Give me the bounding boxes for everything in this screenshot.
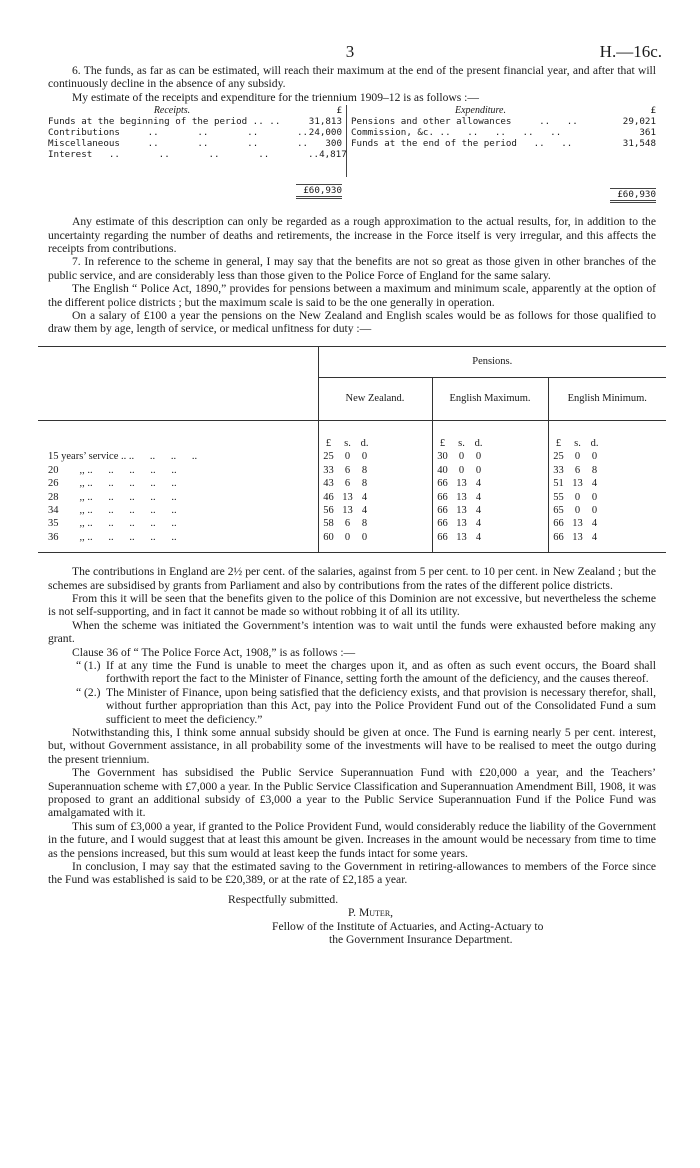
expenditure-row: Funds at the end of the period .. .. 31,548 — [351, 138, 656, 150]
paragraph-contributions: The contributions in England are 2½ per cent. of the salaries, against from 5 per cent. to 10 per cent. in New Zealand ; but the schemes are subsidised by grants from Parliament and also by contributions from the rates of the different police districts. — [48, 565, 656, 592]
paragraph-initiated: When the scheme was initiated the Government’s intention was to wait until the funds were exhausted before making any grant. — [48, 618, 656, 646]
table-row: 35 ,, .. .. .. .. .. 58 6 8 66 13 4 66 13 4 — [38, 517, 666, 530]
paragraph-conclusion: In conclusion, I may say that the estimated saving to the Government in retiring-allowances to members of the Force since the Fund was established is said to be £20,389, or at the rate of £2,185 a year. — [48, 860, 656, 887]
column-header-english-minimum: English Minimum. — [548, 377, 666, 420]
row-label: 28 ,, — [48, 491, 85, 503]
row-label: 34 ,, — [48, 504, 85, 516]
paragraph-7: 7. In reference to the scheme in general, I may say that the benefits are not so great as those given in other branches of the public service, and are considerably less than those given to the Police Force of England for the same salary. — [48, 255, 656, 282]
table-row: 26 ,, .. .. .. .. .. 43 6 8 66 13 4 51 13 4 — [38, 477, 666, 490]
signatory-department: the Government Insurance Department. — [329, 933, 513, 947]
signatory-name: P. Muter, — [348, 906, 394, 920]
paragraph-police-act: The English “ Police Act, 1890,” provides for pensions between a maximum and minimum scale, apparently at the option of the different police districts ; but the maximum scale is said to be the one generally in operation. — [48, 282, 656, 309]
receipts-expenditure-table — [48, 105, 656, 203]
row-label: 15 years’ service .. — [48, 451, 127, 463]
paragraph-3000: This sum of £3,000 a year, if granted to the Police Provident Fund, would considerably reduce the liability of the Government in the future, and I would suggest that at least this amount be given. Increases in the amount would be necessary from time to time as the pensions increased, but this sum would at least keep the funds intact for some years. — [48, 819, 656, 860]
expenditure-heading: Expenditure. — [454, 105, 506, 117]
paragraph-government-subsidy: The Government has subsidised the Public Service Superannuation Fund with £20,000 a year, and the Teachers’ Superannuation scheme with £7,000 a year. In the Public Service Classification and Superannuation Amendment Bill, 1908, it was proposed to grant an additional subsidy of £3,000 a year to the Public Service Superannuation Fund if the Police Fund was amalgamated with it. — [48, 766, 656, 820]
clause-2: “ (2.) The Minister of Finance, upon being satisfied that the deficiency exists, and that provision is necessary therefor, shall, without further appropriation than this Act, pay into the Police Provident Fund out of the Consolidated Fund a sum sufficient to meet the deficiency.” — [76, 685, 656, 726]
document-body — [48, 64, 656, 947]
table-row: 36 ,, .. .. .. .. .. 60 0 0 66 13 4 66 13 4 — [38, 531, 666, 552]
table-row: 15 years’ service .. .. .. .. .. 25 0 0 30 0 0 25 0 0 — [38, 450, 666, 463]
expenditure-row: Commission, &c. .. .. .. .. .. 361 — [351, 127, 656, 139]
receipts-row: Miscellaneous .. .. .. .. 300 — [48, 138, 342, 150]
pensions-group-header: Pensions. — [318, 346, 666, 377]
paragraph-salary: On a salary of £100 a year the pensions on the New Zealand and English scales would be as follows for those qualified to draw them by age, length of service, or medical unfitness for duty :— — [48, 309, 656, 336]
paragraph-clause-36: Clause 36 of “ The Police Force Act, 1908,” is as follows :— — [72, 645, 356, 659]
receipts-row: Funds at the beginning of the period .. .. 31,813 — [48, 116, 342, 128]
receipts-row: Contributions .. .. .. .. 24,000 — [48, 127, 342, 139]
expenditure-total: £60,930 — [610, 188, 656, 203]
receipts-total: £60,930 — [296, 184, 342, 199]
column-header-new-zealand: New Zealand. — [318, 377, 432, 420]
signature-block — [48, 893, 656, 947]
column-header-english-maximum: English Maximum. — [432, 377, 548, 420]
table-row: 28 ,, .. .. .. .. .. 46 13 4 66 13 4 55 0 0 — [38, 491, 666, 504]
paragraph-estimate: Any estimate of this description can only be regarded as a rough approximation to the actual results, for, in addition to the uncertainty regarding the number of deaths and retirements, the increase in the Force itself is very irregular, and this affects the receipts from contributions. — [48, 215, 656, 256]
expenditure-currency: £ — [650, 105, 656, 117]
receipts-row: Interest .. .. .. .. .. 4,817 — [48, 149, 347, 161]
expenditure-row: Pensions and other allowances .. .. 29,021 — [351, 116, 656, 128]
paragraph-6: 6. The funds, as far as can be estimated, will reach their maximum at the end of the present financial year, and after that will continuously decline in the absence of any subsidy. — [48, 64, 656, 91]
row-label: 35 ,, — [48, 518, 85, 530]
receipts-heading: Receipts. — [153, 105, 191, 117]
row-label: 20 ,, — [48, 464, 85, 476]
page-number: 3 — [345, 42, 355, 61]
table-row: 20 ,, .. .. .. .. .. 33 6 8 40 0 0 33 6 8 — [38, 464, 666, 477]
document-reference: H.—16c. — [599, 42, 662, 61]
signatory-title: Fellow of the Institute of Actuaries, and Acting-Actuary to — [272, 919, 544, 933]
row-label: 36 ,, — [48, 531, 85, 543]
paragraph-benefits: From this it will be seen that the benefits given to the police of this Dominion are not excessive, but nevertheless the scheme is not self-supporting, and in fact it cannot be made so without robbing it of all its utility. — [48, 591, 656, 619]
clause-1: “ (1.) If at any time the Fund is unable to meet the charges upon it, and as often as such event occurs, the Board shall forthwith report the fact to the Minister of Finance, setting forth the amount of the deficiency, and the causes thereof. — [76, 658, 656, 686]
pensions-table — [38, 346, 666, 553]
expenditure-column — [346, 105, 656, 177]
units-row: £ s. d. £ s. d. £ s. d. — [38, 420, 666, 450]
paragraph-notwithstanding: Notwithstanding this, I think some annual subsidy should be given at once. The Fund is earning nearly 5 per cent. interest, but, without Government assistance, in all probability some of the investments will have to be realised to meet the outgo during the present triennium. — [48, 726, 656, 766]
closing: Respectfully submitted. — [228, 892, 339, 906]
estimate-intro: My estimate of the receipts and expenditure for the triennium 1909–12 is as follows :— — [72, 90, 479, 104]
clause-quote — [76, 659, 656, 726]
receipts-column — [48, 105, 347, 199]
row-label: 26 ,, — [48, 478, 85, 490]
table-row: 34 ,, .. .. .. .. .. 56 13 4 66 13 4 65 0 0 — [38, 504, 666, 517]
receipts-currency: £ — [336, 105, 342, 117]
